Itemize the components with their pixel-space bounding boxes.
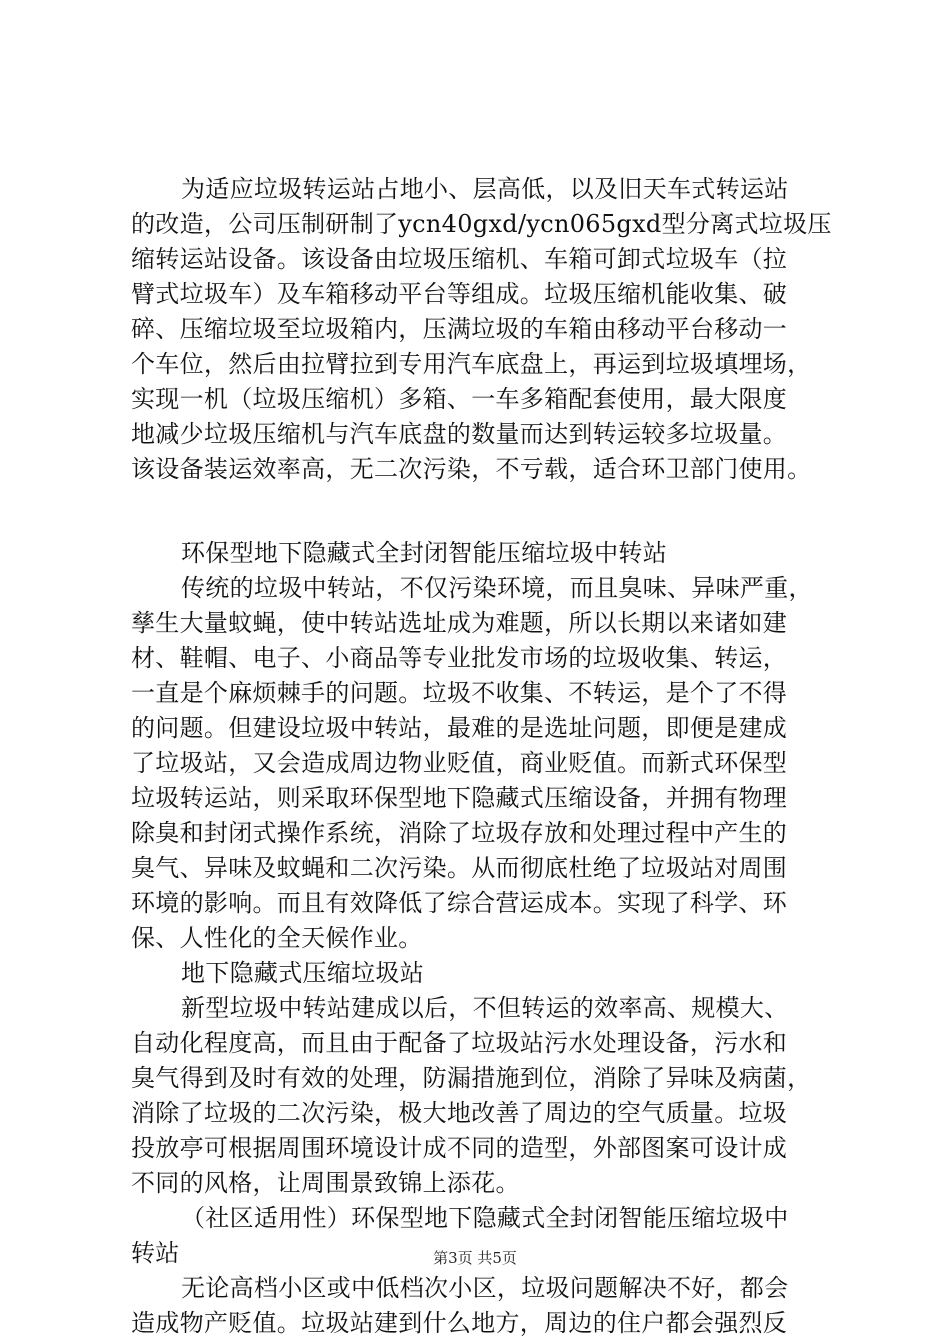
text-line: 实现一机（垃圾压缩机）多箱、一车多箱配套使用，最大限度 (131, 385, 788, 413)
text-line: 碎、压缩垃圾至垃圾箱内，压满垃圾的车箱由移动平台移动一 (131, 315, 788, 343)
text-line: 自动化程度高，而且由于配备了垃圾站污水处理设备，污水和 (131, 1029, 788, 1057)
text-line: 臭气、异味及蚊蝇和二次污染。从而彻底杜绝了垃圾站对周围 (131, 854, 788, 882)
text-line: 的问题。但建设垃圾中转站，最难的是选址问题，即便是建成 (131, 714, 788, 742)
text-line: 的改造，公司压制研制了ycn40gxd/ycn065gxd型分离式垃圾压 (131, 210, 832, 238)
text-line: 无论高档小区或中低档次小区，垃圾问题解决不好，都会 (181, 1274, 789, 1302)
text-line: 臂式垃圾车）及车箱移动平台等组成。垃圾压缩机能收集、破 (131, 280, 788, 308)
text-line: 保、人性化的全天候作业。 (131, 924, 423, 952)
text-line: 转站 (131, 1239, 180, 1267)
text-line: 传统的垃圾中转站，不仅污染环境，而且臭味、异味严重， (181, 574, 813, 602)
text-line: 造成物产贬值。垃圾站建到什么地方，周边的住户都会强烈反 (131, 1309, 788, 1337)
text-line: 除臭和封闭式操作系统，消除了垃圾存放和处理过程中产生的 (131, 819, 788, 847)
text-line: 地减少垃圾压缩机与汽车底盘的数量而达到转运较多垃圾量。 (131, 420, 788, 448)
section-heading: 环保型地下隐藏式全封闭智能压缩垃圾中转站 (181, 539, 667, 567)
text-line: 该设备装运效率高，无二次污染，不亏载，适合环卫部门使用。 (131, 455, 812, 483)
text-line: 为适应垃圾转运站占地小、层高低，以及旧天车式转运站 (181, 175, 789, 203)
text-line: 垃圾转运站，则采取环保型地下隐藏式压缩设备，并拥有物理 (131, 784, 788, 812)
text-line: 消除了垃圾的二次污染，极大地改善了周边的空气质量。垃圾 (131, 1099, 788, 1127)
text-line: 一直是个麻烦棘手的问题。垃圾不收集、不转运，是个了不得 (131, 679, 788, 707)
text-line: 个车位，然后由拉臂拉到专用汽车底盘上，再运到垃圾填埋场， (131, 350, 812, 378)
paragraph (131, 991, 843, 1201)
paragraph-gap (131, 487, 843, 536)
text-line: 新型垃圾中转站建成以后，不但转运的效率高、规模大、 (181, 994, 789, 1022)
section-heading: 地下隐藏式压缩垃圾站 (181, 959, 424, 987)
text-line: 不同的风格，让周围景致锦上添花。 (131, 1169, 520, 1197)
page-number-footer: 第3页 共5页 (433, 1249, 517, 1267)
text-line: 缩转运站设备。该设备由垃圾压缩机、车箱可卸式垃圾车（拉 (131, 245, 788, 273)
text-line: （社区适用性）环保型地下隐藏式全封闭智能压缩垃圾中 (181, 1204, 789, 1232)
document-body (131, 172, 843, 1341)
paragraph (131, 172, 843, 487)
text-line: 投放亭可根据周围环境设计成不同的造型，外部图案可设计成 (131, 1134, 788, 1162)
paragraph (131, 1271, 843, 1341)
text-line: 孳生大量蚊蝇，使中转站选址成为难题，所以长期以来诸如建 (131, 609, 788, 637)
text-line: 臭气得到及时有效的处理，防漏措施到位，消除了异味及病菌， (131, 1064, 812, 1092)
text-line: 材、鞋帽、电子、小商品等专业批发市场的垃圾收集、转运， (131, 644, 788, 672)
text-line: 了垃圾站，又会造成周边物业贬值，商业贬值。而新式环保型 (131, 749, 788, 777)
paragraph (131, 571, 843, 956)
text-line: 环境的影响。而且有效降低了综合营运成本。实现了科学、环 (131, 889, 788, 917)
